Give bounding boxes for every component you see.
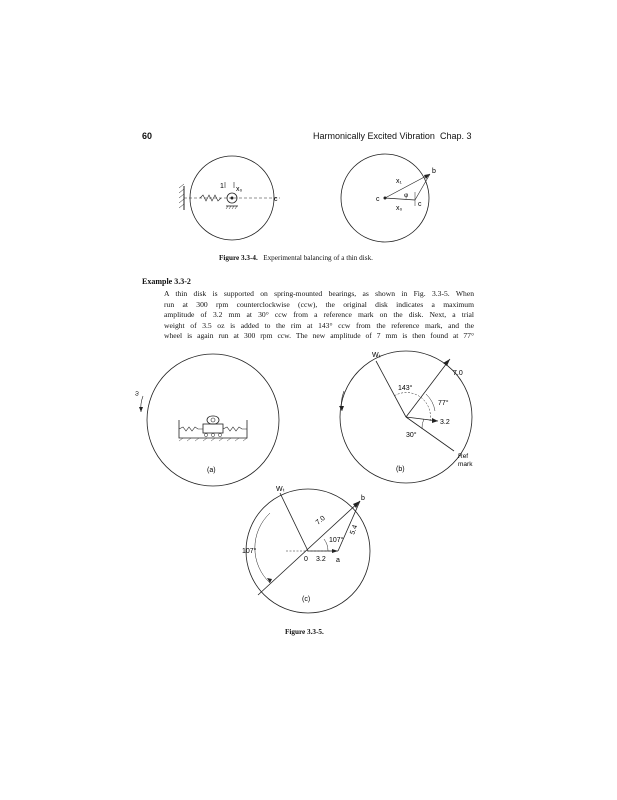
- fig4-right-label-b: b: [432, 168, 436, 175]
- figure-3-3-4-caption-text: Experimental balancing of a thin disk.: [263, 254, 373, 262]
- fig4-right-label-c-left: c: [376, 196, 380, 203]
- figure-3-3-4-right-diagram: [341, 154, 436, 242]
- fig5b-val-32: 3.2: [440, 419, 450, 426]
- fig5c-label-o: 0: [304, 556, 308, 563]
- running-title: Harmonically Excited Vibration: [313, 131, 435, 141]
- fig5c-wt-label: Wₜ: [276, 486, 285, 493]
- fig5b-ang-30: 30°: [406, 432, 417, 439]
- fig5c-ang-107-in: 107°: [329, 537, 344, 544]
- figure-3-3-4-caption-label: Figure 3.3-4.: [219, 254, 258, 262]
- fig4-left-label-x0: x₀: [236, 186, 243, 193]
- fig4-right-label-x1: x₁: [396, 178, 402, 185]
- figure-3-3-4: [170, 150, 490, 250]
- fig5a-rotation-label: ω: [134, 390, 141, 397]
- chapter-label: Chap. 3: [440, 131, 472, 141]
- fig4-right-label-x0: x₀: [396, 205, 403, 212]
- example-line: amplitude of 3.2 mm at 30° ccw from a reference mark on the disk. Next, a trial: [164, 310, 474, 319]
- fig5c-sublabel: (c): [302, 596, 311, 603]
- figure-3-3-4-left-diagram: [179, 156, 280, 240]
- fig4-left-label-c: c: [274, 196, 278, 203]
- fig5b-ang-77: 77°: [438, 400, 449, 407]
- fig5a-sublabel: (a): [207, 467, 216, 474]
- example-paragraph: [164, 289, 474, 342]
- fig5b-ang-143: 143°: [398, 385, 413, 392]
- example-line: run at 300 rpm counterclockwise (ccw), the original disk indicates a maximum: [164, 299, 474, 309]
- fig5b-ref-label: Ref: [458, 453, 469, 460]
- page-number: 60: [142, 131, 153, 141]
- fig5c-val-70: 7.0: [314, 514, 327, 527]
- fig5b-mark-label: mark: [458, 461, 473, 468]
- figure-3-3-5a: [135, 350, 295, 490]
- fig5c-val-54: 5.4: [349, 524, 360, 536]
- fig5c-label-b: b: [361, 495, 365, 502]
- example-line: weight of 3.5 oz is added to the rim at 143° ccw from the reference mark, and the: [164, 320, 474, 330]
- figure-3-3-4-caption: [219, 254, 373, 262]
- fig4-left-label-1: 1: [220, 183, 224, 190]
- figure-3-3-5-caption: [285, 628, 324, 636]
- figure-3-3-5c: [230, 483, 390, 623]
- fig5b-val-70: 7.0: [453, 370, 463, 377]
- fig4-right-label-phi: φ: [404, 192, 409, 199]
- figure-3-3-5-caption-label: Figure 3.3-5.: [285, 628, 324, 636]
- example-title: Example 3.3-2: [142, 277, 191, 286]
- fig5c-ang-107-out: 107°: [242, 548, 257, 555]
- fig5c-label-a: a: [336, 557, 340, 564]
- fig4-right-label-c-right: c: [418, 201, 422, 208]
- example-line: wheel is again run at 300 rpm ccw. The new amplitude of 7 mm is then found at 77°: [164, 331, 474, 340]
- figure-3-3-5b: [330, 345, 480, 485]
- fig5c-val-32: 3.2: [316, 556, 326, 563]
- example-line: A thin disk is supported on spring-mounted bearings, as shown in Fig. 3.3-5. When: [164, 289, 474, 298]
- fig5b-sublabel: (b): [396, 466, 405, 473]
- fig5b-wt-label: Wₜ: [372, 352, 381, 359]
